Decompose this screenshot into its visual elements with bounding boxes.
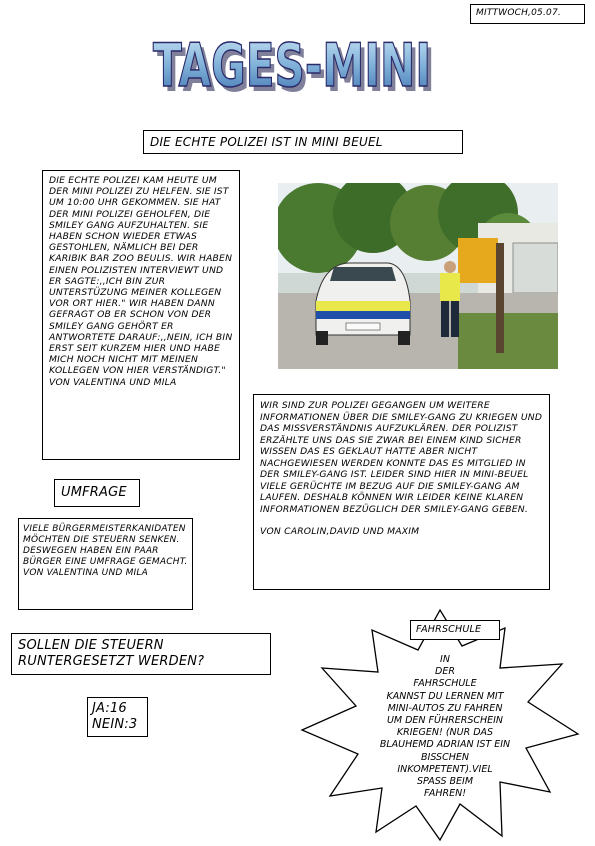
article-investigation-text: WIR SIND ZUR POLIZEI GEGANGEN UM WEITERE INFORMATIONEN ÜBER DIE SMILEY-GANG ZU KRIEGEN UND DAS MISSVERSTÄNDNIS AUFZUKLÄREN. DER POLIZIST ERZÄHLTE UNS DAS SIE ZWAR BEI EINEM KIND SICHER WISSEN DAS ES GEKLAUT HATTE ABER NICHT NACHGEWIESEN WERDEN KONNTE DAS ES MITGLIED IN DER SMILEY-GANG IST. LEIDER SIND HIER IN MINI-BEUEL VIELE GERÜCHTE IM BEZUG AUF DIE SMILEY-GANG AM LAUFEN. DESHALB KÖNNEN WIR LEIDER KEINE KLAREN INFORMATIONEN BEZÜGLICH DER SMILEY-GANG GEBEN. [260,400,543,515]
survey-question-box [11,633,271,675]
date-text: MITTWOCH,05.07. [476,8,561,18]
date-box [470,4,585,24]
survey-result-nein: NEIN:3 [92,717,138,732]
title-wordart [150,30,435,102]
survey-intro [18,518,193,610]
article-police-text: DIE ECHTE POLIZEI KAM HEUTE UM DER MINI POLIZEI ZU HELFEN. SIE IST UM 10:00 UHR GEKOMMEN. SIE HAT DER MINI POLIZEI GEHOLFEN, DIE SMILEY GANG AUFZUHALTEN. SIE HABEN SCHON WIEDER ETWAS GESTOHLEN, NÄMLICH BEI DER KARIBIK BAR ZOO BEULIS. WIR HABEN EINEN POLIZISTEN INTERVIEWT UND ER SAGTE:,,ICH BIN ZUR UNTERSTÜZUNG MEINER KOLLEGEN VOR ORT HIER." WIR HABEN DANN GEFRAGT OB ER SCHON VON DER SMILEY GANG GEHÖRT ER ANTWORTETE DARAUF:,,NEIN, ICH BIN ERST SEIT KURZEM HIER UND HABE MICH NOCH NICHT MIT MEINEN KOLLEGEN VON HIER VERSTÄNDIGT." VON VALENTINA UND MILA [49,175,233,388]
title-text: TAGES-MINI [153,31,431,101]
survey-label-box [54,479,140,507]
article-police [42,170,240,460]
survey-result-ja: JA:16 [92,701,127,716]
survey-intro-text: VIELE BÜRGERMEISTERKANIDATEN MÖCHTEN DIE STEUERN SENKEN. DESWEGEN HABEN EIN PAAR BÜRGER EINE UMFRAGE GEMACHT. VON VALENTINA UND MILA [23,524,188,578]
survey-question: SOLLEN DIE STEUERN RUNTERGESETZT WERDEN? [18,638,205,669]
headline-text: DIE ECHTE POLIZEI IST IN MINI BEUEL [150,135,383,149]
masthead-title [150,30,435,102]
article-investigation [253,394,550,590]
survey-label: UMFRAGE [61,485,127,500]
headline-box [143,130,463,154]
survey-results-box [87,697,148,737]
driving-school-text: IN DER FAHRSCHULE KANNST DU LERNEN MIT MINI-AUTOS ZU FAHREN UM DEN FÜHRERSCHEIN KRIEGEN! (NUR DAS BLAUHEMD ADRIAN IST EIN BISSCHEN INKOMPETENT).VIEL SPASS BEIM FAHREN! [379,654,511,800]
driving-school-label: FAHRSCHULE [416,624,482,635]
police-car-photo [278,183,558,369]
driving-school-label-box [410,620,500,640]
article-investigation-author: VON CAROLIN,DAVID UND MAXIM [260,526,420,537]
title-shadow: TAGES-MINI [157,36,435,102]
photo-illustration [278,183,558,369]
